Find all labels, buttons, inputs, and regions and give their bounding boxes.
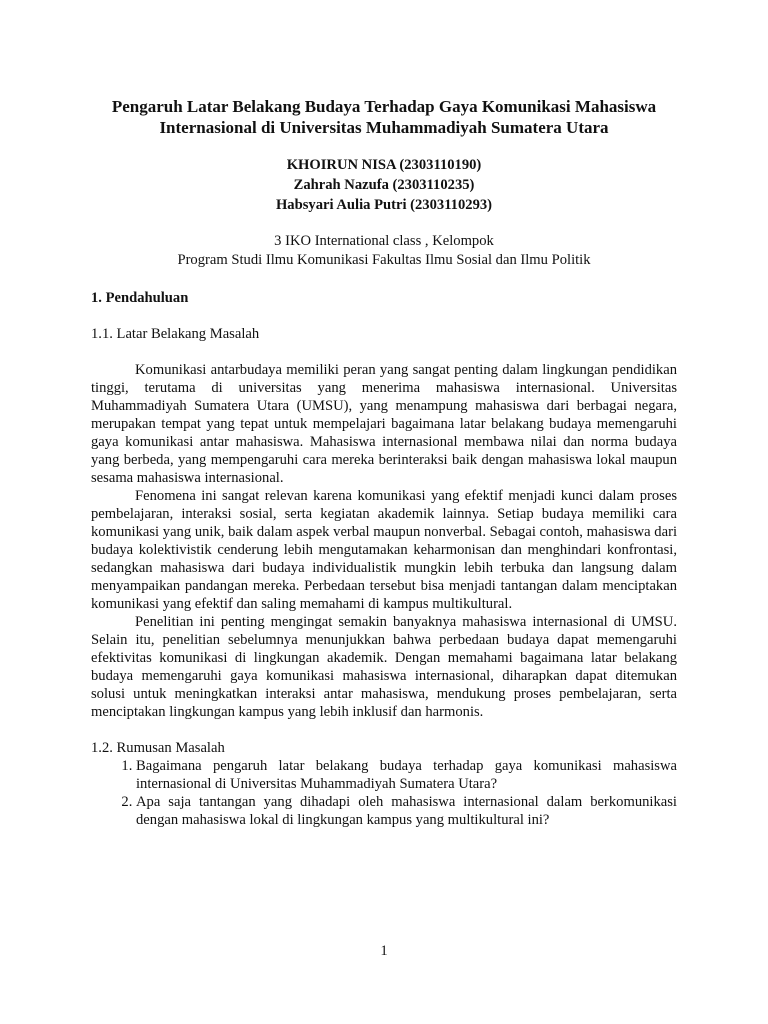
title-line-1: Pengaruh Latar Belakang Budaya Terhadap Gaya Komunikasi Mahasiswa [111, 97, 657, 116]
author-name: KHOIRUN NISA (2303110190) [286, 157, 482, 173]
class-line: 3 IKO International class , Kelompok [274, 233, 494, 249]
body-text [91, 361, 677, 721]
subsection-heading-rumusan-masalah: 1.2. Rumusan Masalah [91, 740, 225, 756]
list-item: 1. Bagaimana pengaruh latar belakang budaya terhadap gaya komunikasi mahasiswa internasional di Universitas Muhammadiyah Sumatera Utara? [136, 757, 677, 793]
author-list [91, 155, 677, 215]
document-title [91, 96, 677, 138]
rumusan-list [91, 757, 677, 829]
author-name: Zahrah Nazufa (2303110235) [293, 177, 475, 193]
author-name: Habsyari Aulia Putri (2303110293) [275, 197, 493, 213]
paragraph: Penelitian ini penting mengingat semakin banyaknya mahasiswa internasional di UMSU. Selain itu, penelitian sebelumnya menunjukkan bahwa perbedaan budaya dapat memengaruhi efektivitas komunikasi di lingkungan akademik. Dengan memahami bagaimana latar belakang budaya memengaruhi gaya komunikasi mahasiswa internasional, diharapkan dapat ditemukan solusi untuk meningkatkan interaksi antar mahasiswa, mendukung proses pembelajaran, serta menciptakan lingkungan kampus yang lebih inklusif dan harmonis. [91, 614, 677, 720]
document-page [91, 96, 677, 829]
paragraph: Fenomena ini sangat relevan karena komunikasi yang efektif menjadi kunci dalam proses pembelajaran, interaksi sosial, serta kegiatan akademik lainnya. Setiap budaya memiliki cara komunikasi yang unik, baik dalam aspek verbal maupun nonverbal. Sebagai contoh, mahasiswa dari budaya kolektivistik cenderung lebih mengutamakan keharmonisan dan menghindari konfrontasi, sedangkan mahasiswa dari budaya individualistik mungkin lebih terbuka dan langsung dalam menyampaikan pandangan mereka. Perbedaan tersebut bisa menjadi tantangan dalam menciptakan komunikasi yang efektif dan saling memahami di kampus multikultural. [91, 488, 677, 612]
affiliation [91, 232, 677, 270]
page-number: 1 [380, 943, 388, 959]
paragraph: Komunikasi antarbudaya memiliki peran yang sangat penting dalam lingkungan pendidikan tinggi, terutama di universitas yang menerima mahasiswa internasional. Universitas Muhammadiyah Sumatera Utara (UMSU), yang menampung mahasiswa dari berbagai negara, merupakan tempat yang tepat untuk mempelajari bagaimana latar belakang budaya memengaruhi gaya komunikasi antar mahasiswa. Mahasiswa internasional membawa nilai dan norma budaya yang berbeda, yang mempengaruhi cara mereka berinteraksi baik dengan mahasiswa lokal maupun sesama mahasiswa internasional. [91, 362, 677, 486]
subsection-heading-latar-belakang: 1.1. Latar Belakang Masalah [91, 326, 260, 342]
section-heading-pendahuluan: 1. Pendahuluan [91, 290, 189, 306]
list-item: 2. Apa saja tantangan yang dihadapi oleh mahasiswa internasional dalam berkomunikasi dengan mahasiswa lokal di lingkungan kampus yang multikultural ini? [136, 793, 677, 829]
title-line-2: Internasional di Universitas Muhammadiyah Sumatera Utara [159, 118, 609, 137]
program-line: Program Studi Ilmu Komunikasi Fakultas Ilmu Sosial dan Ilmu Politik [177, 252, 591, 268]
